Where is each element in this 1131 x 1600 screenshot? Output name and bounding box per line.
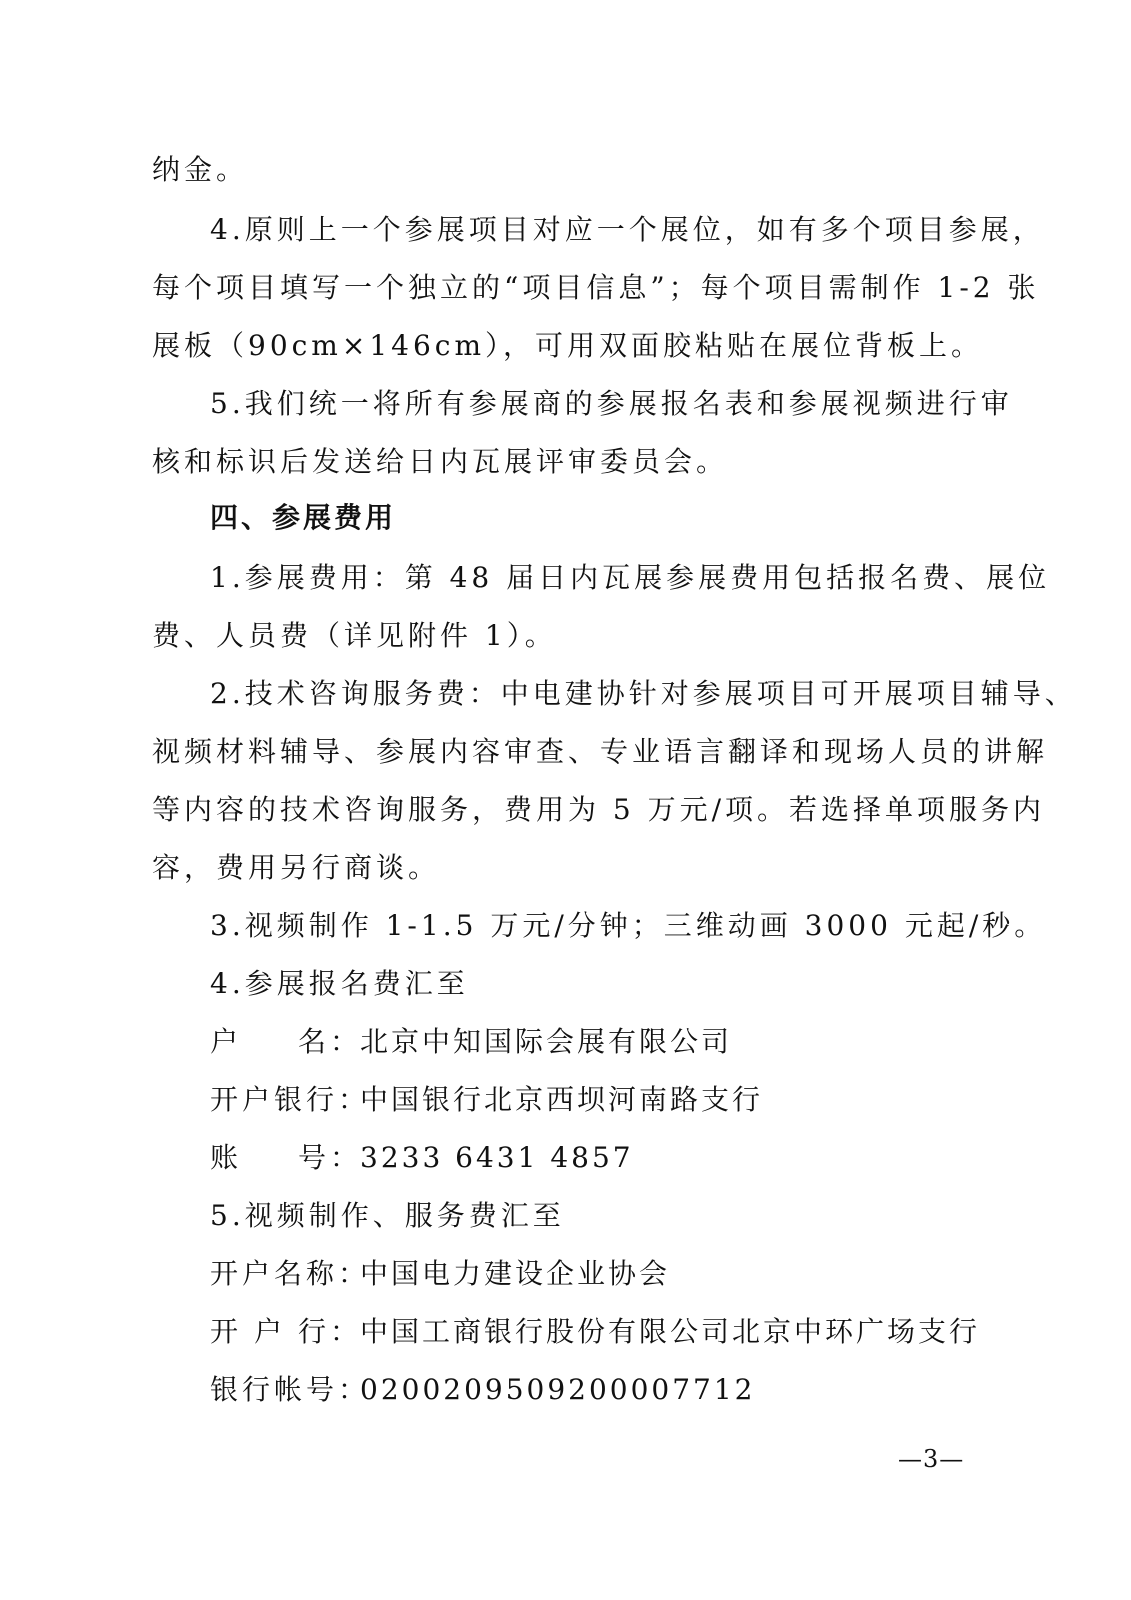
account-name-value: 北京中知国际会展有限公司 xyxy=(360,1025,733,1058)
bank-row xyxy=(210,1082,763,1118)
page-number: —3— xyxy=(898,1445,965,1473)
account-number-value: 3233 6431 4857 xyxy=(360,1141,634,1174)
account-number-value: 0200209509200007712 xyxy=(360,1373,756,1406)
paragraph-line: 纳金。 xyxy=(152,153,249,186)
paragraph-line: 5.我们统一将所有参展商的参展报名表和参展视频进行审 xyxy=(210,387,1013,420)
paragraph-line: 5.视频制作、服务费汇至 xyxy=(210,1199,565,1232)
section-heading: 四、参展费用 xyxy=(210,501,397,534)
paragraph-line: 视频材料辅导、参展内容审查、专业语言翻译和现场人员的讲解 xyxy=(152,735,1049,768)
account-number-label: 银行帐号： xyxy=(210,1373,371,1406)
account-name-value: 中国电力建设企业协会 xyxy=(360,1257,671,1290)
account-name-row xyxy=(210,1024,732,1060)
paragraph-line: 1.参展费用：第 48 届日内瓦展参展费用包括报名费、展位 xyxy=(210,561,1051,594)
bank-value: 中国银行北京西坝河南路支行 xyxy=(360,1083,764,1116)
paragraph-line: 费、人员费（详见附件 1）。 xyxy=(152,619,557,652)
paragraph-line: 每个项目填写一个独立的“项目信息”；每个项目需制作 1-2 张 xyxy=(152,271,1040,304)
bank-label: 开 户 行： xyxy=(210,1315,363,1348)
account-number-row xyxy=(210,1140,634,1176)
account-number-row xyxy=(210,1372,755,1408)
paragraph-line: 2.技术咨询服务费：中电建协针对参展项目可开展项目辅导、 xyxy=(210,677,1077,710)
bank-label: 开户银行： xyxy=(210,1083,371,1116)
paragraph-line: 4.参展报名费汇至 xyxy=(210,967,469,1000)
paragraph-line: 3.视频制作 1-1.5 万元/分钟；三维动画 3000 元起/秒。 xyxy=(210,909,1047,942)
account-number-label: 账 号： xyxy=(210,1141,363,1174)
paragraph-line: 核和标识后发送给日内瓦展评审委员会。 xyxy=(152,445,729,478)
paragraph-line: 容，费用另行商谈。 xyxy=(152,851,441,884)
account-name-row xyxy=(210,1256,670,1292)
paragraph-line: 4.原则上一个参展项目对应一个展位，如有多个项目参展， xyxy=(210,213,1045,246)
account-name-label: 开户名称： xyxy=(210,1257,371,1290)
bank-value: 中国工商银行股份有限公司北京中环广场支行 xyxy=(360,1315,981,1348)
paragraph-line: 等内容的技术咨询服务，费用为 5 万元/项。若选择单项服务内 xyxy=(152,793,1046,826)
paragraph-line: 展板（90cm×146cm），可用双面胶粘贴在展位背板上。 xyxy=(152,329,984,362)
bank-row xyxy=(210,1314,980,1350)
account-name-label: 户 名： xyxy=(210,1025,363,1058)
